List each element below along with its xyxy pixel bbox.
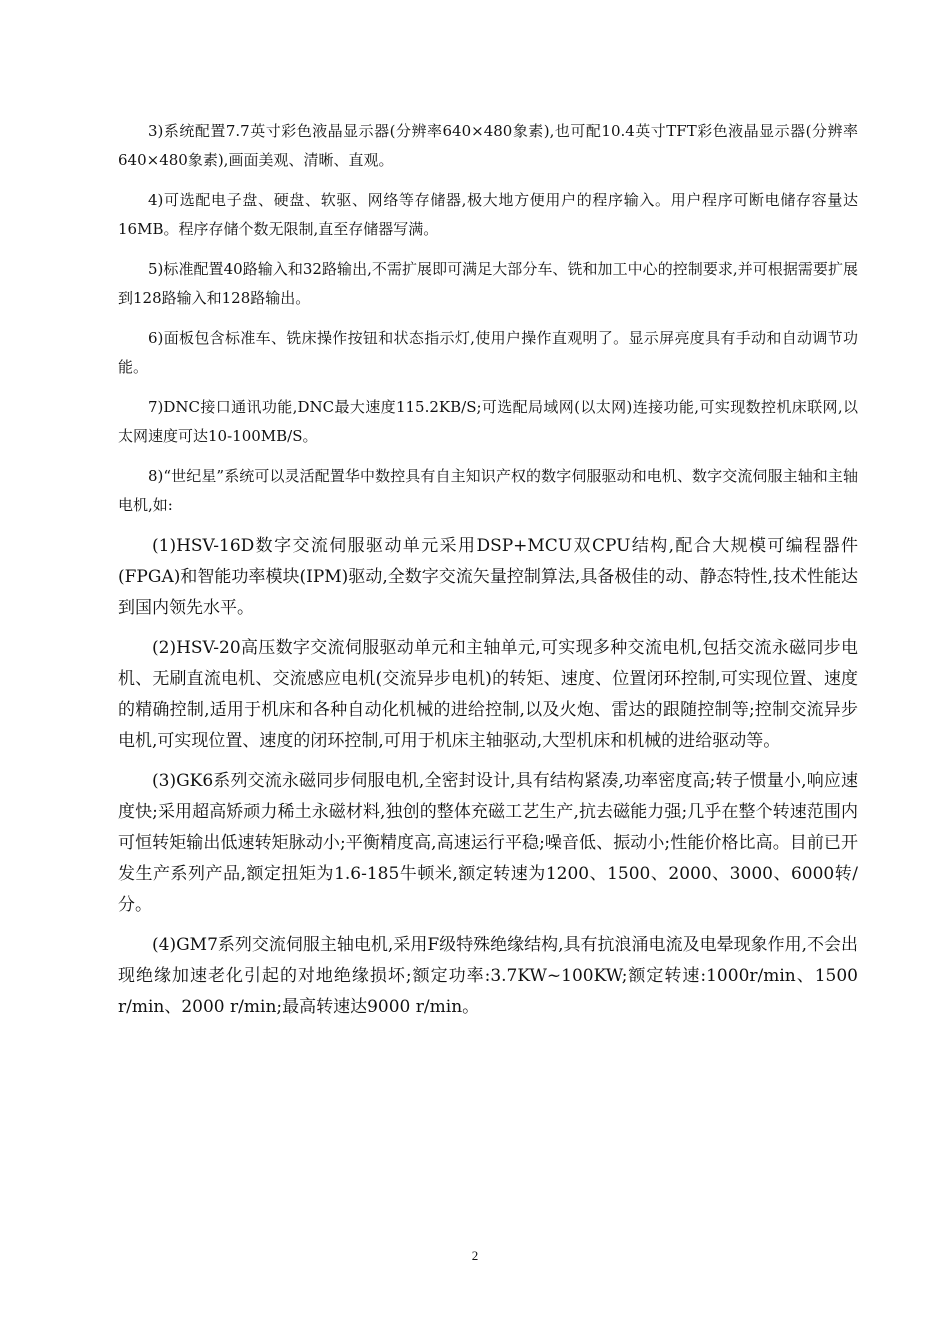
- paragraph-hsv-20: (2)HSV-20高压数字交流伺服驱动单元和主轴单元,可实现多种交流电机,包括交流永磁同步电机、无刷直流电机、交流感应电机(交流异步电机)的转矩、速度、位置闭环控制,可实现位置、速度的精确控制,适用于机床和各种自动化机械的进给控制,以及火炮、雷达的跟随控制等;控制交流异步电机,可实现位置、速度的闭环控制,可用于机床主轴驱动,大型机床和机械的进给驱动等。: [118, 638, 858, 751]
- paragraph-display-config: 3)系统配置7.7英寸彩色液晶显示器(分辨率640×480象素),也可配10.4英寸TFT彩色液晶显示器(分辨率640×480象素),画面美观、清晰、直观。: [118, 122, 858, 169]
- body-text: [118, 117, 858, 1032]
- paragraph-io-config: 5)标准配置40路输入和32路输出,不需扩展即可满足大部分车、铣和加工中心的控制要求,并可根据需要扩展到128路输入和128路输出。: [118, 260, 858, 307]
- paragraph-hsv-16d: (1)HSV-16D数字交流伺服驱动单元采用DSP+MCU双CPU结构,配合大规模可编程器件(FPGA)和智能功率模块(IPM)驱动,全数字交流矢量控制算法,具备极佳的动、静态特性,技术性能达到国内领先水平。: [118, 536, 858, 618]
- paragraph-century-star: 8)“世纪星”系统可以灵活配置华中数控具有自主知识产权的数字伺服驱动和电机、数字交流伺服主轴和主轴电机,如:: [118, 467, 858, 514]
- paragraph-dnc: 7)DNC接口通讯功能,DNC最大速度115.2KB/S;可选配局域网(以太网)连接功能,可实现数控机床联网,以太网速度可达10-100MB/S。: [118, 398, 858, 445]
- paragraph-gk6: (3)GK6系列交流永磁同步伺服电机,全密封设计,具有结构紧凑,功率密度高;转子惯量小,响应速度快;采用超高矫顽力稀土永磁材料,独创的整体充磁工艺生产,抗去磁能力强;几乎在整个转速范围内可恒转矩输出低速转矩脉动小;平衡精度高,高速运行平稳;噪音低、振动小;性能价格比高。目前已开发生产系列产品,额定扭矩为1.6-185牛顿米,额定转速为1200、1500、2000、3000、6000转/分。: [118, 771, 858, 915]
- paragraph-storage: 4)可选配电子盘、硬盘、软驱、网络等存储器,极大地方便用户的程序输入。用户程序可断电储存容量达16MB。程序存储个数无限制,直至存储器写满。: [118, 191, 858, 238]
- page-number: 2: [471, 1248, 479, 1263]
- paragraph-gm7: (4)GM7系列交流伺服主轴电机,采用F级特殊绝缘结构,具有抗浪涌电流及电晕现象作用,不会出现绝缘加速老化引起的对地绝缘损坏;额定功率:3.7KW~100KW;额定转速:1000r/min、1500 r/min、2000 r/min;最高转速达9000 r/min。: [118, 935, 858, 1017]
- paragraph-panel: 6)面板包含标准车、铣床操作按钮和状态指示灯,使用户操作直观明了。显示屏亮度具有手动和自动调节功能。: [118, 329, 858, 376]
